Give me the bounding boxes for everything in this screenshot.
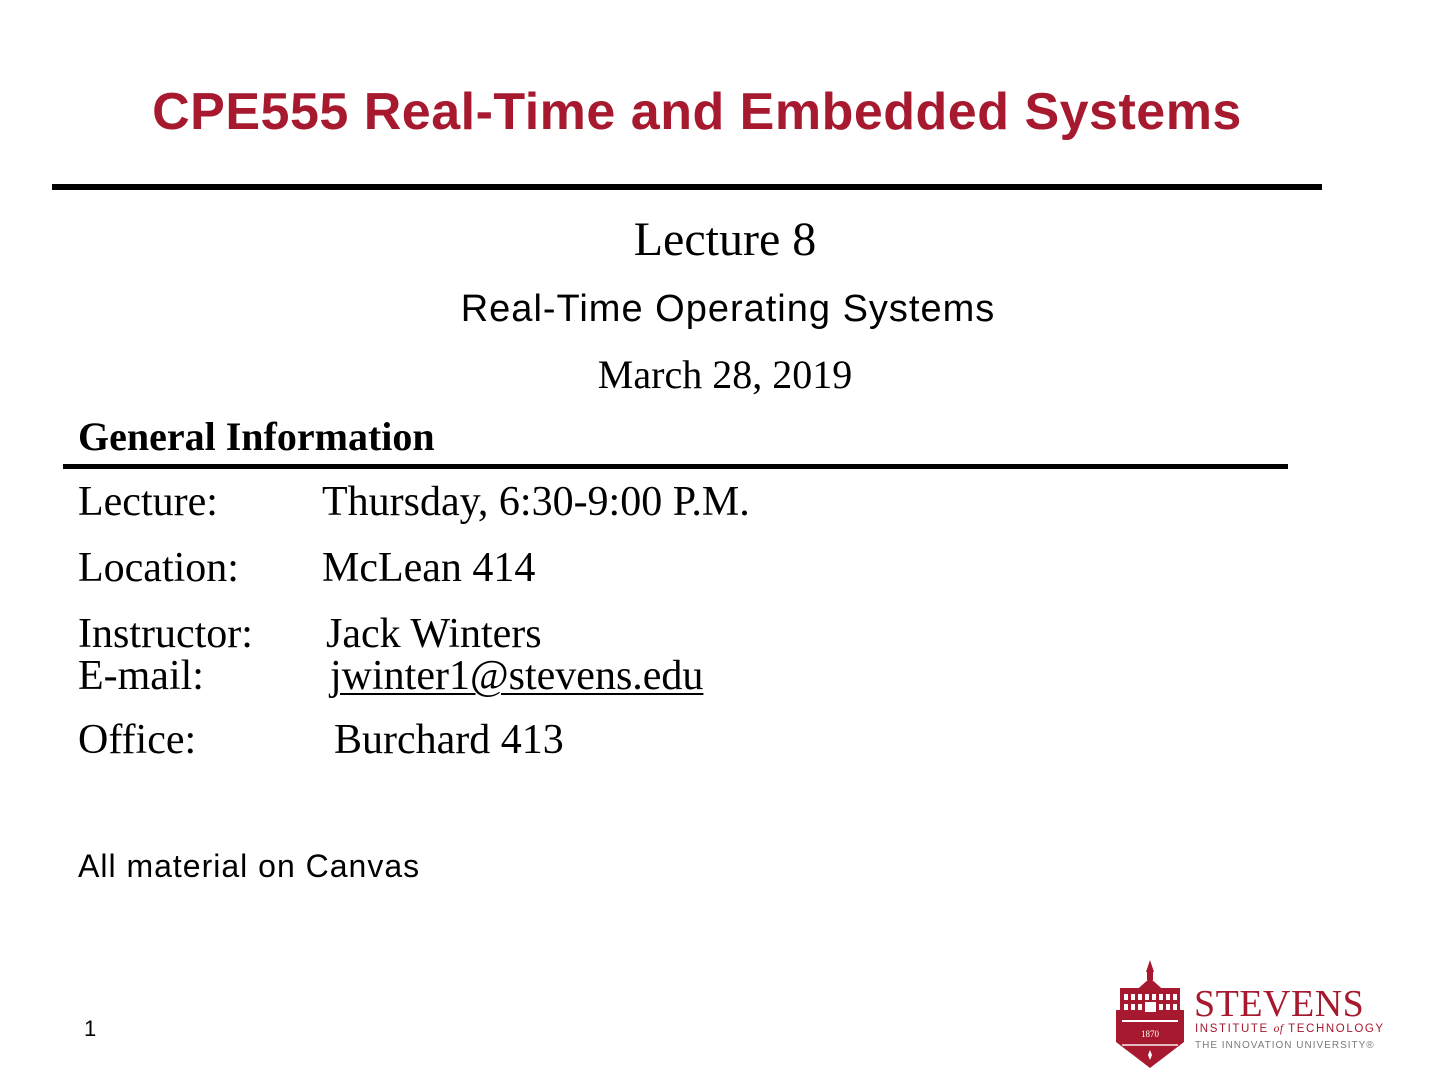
- slide-title: CPE555 Real-Time and Embedded Systems: [152, 83, 1242, 141]
- info-value-instructor: Jack Winters: [326, 611, 542, 657]
- lecture-date: March 28, 2019: [597, 352, 853, 397]
- page-number: 1: [84, 1016, 97, 1041]
- stevens-logo: [1112, 958, 1385, 1070]
- seal-year: 1870: [1141, 1029, 1159, 1039]
- section-heading: General Information: [78, 414, 435, 459]
- info-value-lecture: Thursday, 6:30-9:00 P.M.: [322, 479, 750, 525]
- title-divider: [52, 184, 1322, 190]
- info-label-office: Office:: [78, 717, 197, 763]
- logo-tagline: THE INNOVATION UNIVERSITY®: [1195, 1040, 1375, 1051]
- info-label-lecture: Lecture:: [78, 479, 218, 525]
- canvas-note: All material on Canvas: [78, 848, 421, 884]
- info-value-office: Burchard 413: [334, 717, 564, 763]
- section-divider: [63, 464, 1288, 469]
- logo-institute: INSTITUTE of TECHNOLOGY: [1195, 1023, 1385, 1035]
- info-label-instructor: Instructor:: [78, 611, 253, 657]
- info-label-location: Location:: [78, 545, 239, 591]
- info-label-email: E-mail:: [78, 653, 204, 699]
- lecture-number: Lecture 8: [633, 213, 817, 266]
- logo-name: STEVENS: [1194, 983, 1365, 1025]
- lecture-topic: Real-Time Operating Systems: [460, 288, 996, 330]
- info-value-location: McLean 414: [322, 545, 536, 591]
- email-link[interactable]: jwinter1@stevens.edu: [330, 653, 704, 699]
- castle-seal-icon: [1112, 958, 1188, 1070]
